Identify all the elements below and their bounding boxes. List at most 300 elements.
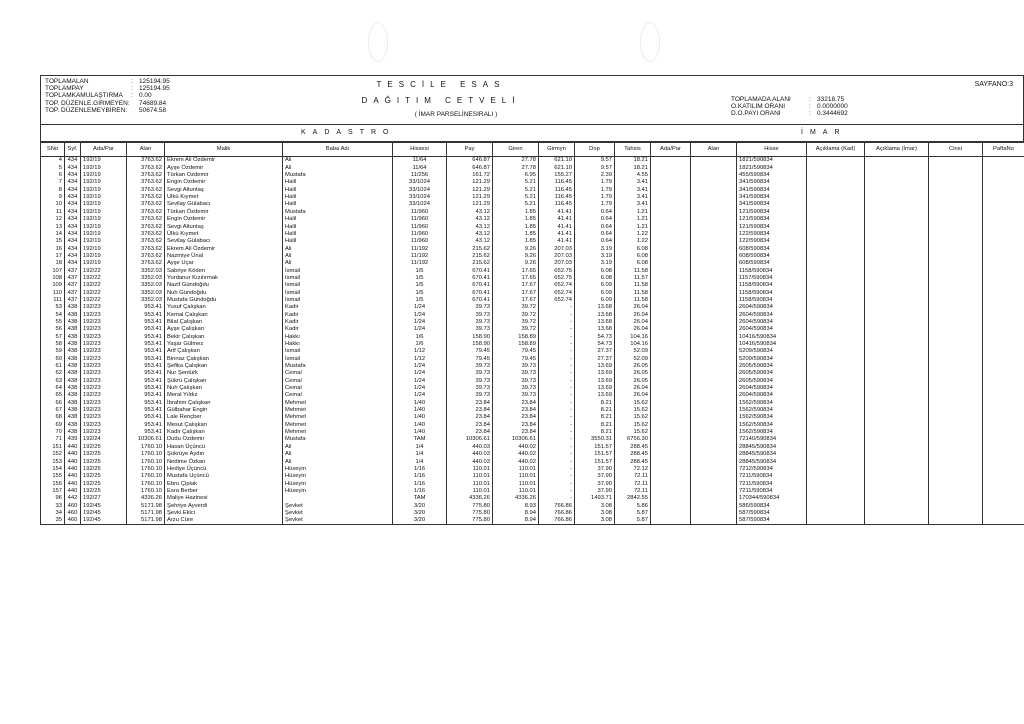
table-cell: 438 xyxy=(65,363,81,370)
table-cell: 440 xyxy=(65,443,81,450)
table-cell xyxy=(807,282,865,289)
table-cell xyxy=(983,443,1024,450)
table-cell xyxy=(651,385,691,392)
table-cell: 670.41 xyxy=(447,267,493,274)
table-cell: 39.73 xyxy=(447,363,493,370)
table-cell xyxy=(691,385,737,392)
table-cell: Ali xyxy=(283,157,393,165)
table-cell: 39.73 xyxy=(493,377,539,384)
table-cell: 192/19 xyxy=(81,216,127,223)
table-cell: 440 xyxy=(65,465,81,472)
table-cell: 72.11 xyxy=(615,473,651,480)
table-cell xyxy=(807,341,865,348)
column-header: Tahsis xyxy=(615,143,651,157)
table-cell: - xyxy=(539,487,575,494)
table-cell: 6.09 xyxy=(575,289,615,296)
table-cell: Cemal xyxy=(283,392,393,399)
table-cell: 1/24 xyxy=(393,326,447,333)
table-cell: 61 xyxy=(41,363,65,370)
table-cell xyxy=(865,172,929,179)
table-cell: 1.79 xyxy=(575,194,615,201)
table-cell: 5171.98 xyxy=(127,502,165,509)
table-cell: 434 xyxy=(65,216,81,223)
table-cell: 121/590834 xyxy=(737,223,807,230)
table-cell: 27.78 xyxy=(493,164,539,171)
table-cell: 11/960 xyxy=(393,216,447,223)
table-cell: 646.87 xyxy=(447,164,493,171)
table-cell xyxy=(983,326,1024,333)
table-cell: 12 xyxy=(41,216,65,223)
table-row xyxy=(41,238,1024,245)
table-cell: 1/40 xyxy=(393,421,447,428)
table-cell: 39.73 xyxy=(447,392,493,399)
table-cell: Kadir xyxy=(283,311,393,318)
table-cell: 104.16 xyxy=(615,341,651,348)
table-cell: - xyxy=(539,370,575,377)
table-cell xyxy=(983,260,1024,267)
table-cell: 13.69 xyxy=(575,385,615,392)
table-cell: 3763.62 xyxy=(127,223,165,230)
table-cell xyxy=(807,421,865,428)
table-cell: TAM xyxy=(393,495,447,502)
table-cell: 192/19 xyxy=(81,179,127,186)
column-header: Dop xyxy=(575,143,615,157)
table-cell: 23.84 xyxy=(447,429,493,436)
table-cell xyxy=(807,443,865,450)
table-cell: 6.09 xyxy=(575,282,615,289)
table-cell: 54 xyxy=(41,311,65,318)
table-cell xyxy=(865,392,929,399)
table-cell xyxy=(691,392,737,399)
table-cell: 13.68 xyxy=(575,319,615,326)
total-label: TOPLAMALAN xyxy=(45,78,89,85)
table-cell: 207.03 xyxy=(539,252,575,259)
table-cell xyxy=(807,252,865,259)
table-cell: - xyxy=(539,341,575,348)
table-cell: 170344/590834 xyxy=(737,495,807,502)
column-header: Cinsi xyxy=(929,143,983,157)
table-cell xyxy=(807,179,865,186)
table-cell: 192/25 xyxy=(81,480,127,487)
table-cell xyxy=(865,451,929,458)
column-header: PaftaNo xyxy=(983,143,1024,157)
table-row xyxy=(41,399,1024,406)
table-cell: 652.74 xyxy=(539,289,575,296)
table-cell: 33/1024 xyxy=(393,201,447,208)
table-cell xyxy=(691,201,737,208)
table-cell: 26.04 xyxy=(615,326,651,333)
table-cell xyxy=(865,311,929,318)
table-cell: 8.21 xyxy=(575,429,615,436)
total-label: TOP. DÜZENLE.GİRMEYEN: xyxy=(45,99,130,107)
table-cell: 438 xyxy=(65,414,81,421)
table-cell: 1/5 xyxy=(393,297,447,304)
table-cell: 953.41 xyxy=(127,370,165,377)
table-row xyxy=(41,245,1024,252)
table-cell xyxy=(691,252,737,259)
table-row xyxy=(41,414,1024,421)
table-cell: - xyxy=(539,385,575,392)
table-cell: 3.19 xyxy=(575,252,615,259)
table-cell xyxy=(691,355,737,362)
table-cell: 15.62 xyxy=(615,429,651,436)
table-cell: 72.11 xyxy=(615,480,651,487)
table-cell xyxy=(651,297,691,304)
table-cell: 110.01 xyxy=(493,487,539,494)
table-cell xyxy=(807,363,865,370)
table-cell: 1/6 xyxy=(393,333,447,340)
table-cell: 6.09 xyxy=(575,297,615,304)
table-cell: 153 xyxy=(41,458,65,465)
table-cell: 4336.26 xyxy=(447,495,493,502)
table-cell: 192/19 xyxy=(81,208,127,215)
table-cell: 1562/590834 xyxy=(737,429,807,436)
table-cell xyxy=(865,458,929,465)
totals-block xyxy=(41,76,259,116)
table-cell xyxy=(983,164,1024,171)
table-row xyxy=(41,458,1024,465)
table-cell: 4.55 xyxy=(615,172,651,179)
table-cell xyxy=(807,164,865,171)
column-header: Hissesi xyxy=(393,143,447,157)
table-cell xyxy=(807,465,865,472)
table-cell: 158.89 xyxy=(493,333,539,340)
table-cell xyxy=(691,230,737,237)
table-cell xyxy=(691,172,737,179)
table-cell: Ebru Çiplak xyxy=(165,480,283,487)
table-cell xyxy=(983,414,1024,421)
table-cell: 26.05 xyxy=(615,363,651,370)
table-cell: 23.84 xyxy=(493,429,539,436)
table-cell: 8.21 xyxy=(575,407,615,414)
table-cell: 192/23 xyxy=(81,326,127,333)
table-row xyxy=(41,186,1024,193)
table-cell: 1.22 xyxy=(615,230,651,237)
table-cell: Mustafa xyxy=(283,172,393,179)
table-cell xyxy=(651,275,691,282)
table-cell xyxy=(929,517,983,525)
table-cell: 440 xyxy=(65,451,81,458)
table-cell: 7211/590834 xyxy=(737,473,807,480)
table-cell xyxy=(651,407,691,414)
table-cell xyxy=(807,510,865,517)
table-cell xyxy=(983,245,1024,252)
table-row xyxy=(41,172,1024,179)
table-cell xyxy=(983,311,1024,318)
table-row xyxy=(41,517,1024,525)
table-cell: 9.26 xyxy=(493,252,539,259)
table-cell: 1.79 xyxy=(575,179,615,186)
table-cell xyxy=(929,230,983,237)
table-cell xyxy=(691,421,737,428)
table-cell: 17.67 xyxy=(493,282,539,289)
table-cell xyxy=(929,326,983,333)
table-cell: 953.41 xyxy=(127,363,165,370)
table-cell xyxy=(651,223,691,230)
table-cell: 192/23 xyxy=(81,429,127,436)
table-cell: 192/23 xyxy=(81,399,127,406)
table-cell: Mustafa Üçüncü xyxy=(165,473,283,480)
table-cell: - xyxy=(539,421,575,428)
table-cell xyxy=(651,451,691,458)
table-cell: 439 xyxy=(65,436,81,443)
table-cell: 3763.62 xyxy=(127,201,165,208)
table-cell xyxy=(929,407,983,414)
table-cell: 39.73 xyxy=(493,385,539,392)
table-cell: 215.62 xyxy=(447,252,493,259)
table-cell xyxy=(929,399,983,406)
table-cell: 116.45 xyxy=(539,186,575,193)
table-cell: 438 xyxy=(65,392,81,399)
table-cell: İbrahim Çalışkan xyxy=(165,399,283,406)
table-cell xyxy=(983,186,1024,193)
table-cell: 3352.03 xyxy=(127,297,165,304)
table-cell: 1.21 xyxy=(615,216,651,223)
table-cell xyxy=(929,319,983,326)
table-cell: 440 xyxy=(65,458,81,465)
table-cell xyxy=(651,194,691,201)
table-cell: 953.41 xyxy=(127,311,165,318)
table-row xyxy=(41,201,1024,208)
table-cell xyxy=(807,289,865,296)
table-cell: Mustafa Gündoğdu xyxy=(165,297,283,304)
table-cell: 586/590834 xyxy=(737,502,807,509)
table-cell xyxy=(983,517,1024,525)
table-cell: 8 xyxy=(41,186,65,193)
table-cell xyxy=(865,216,929,223)
table-cell xyxy=(929,480,983,487)
table-cell xyxy=(865,502,929,509)
table-cell: Dudu Özdemir xyxy=(165,436,283,443)
table-cell: 1760.10 xyxy=(127,473,165,480)
table-cell xyxy=(983,341,1024,348)
table-cell xyxy=(651,164,691,171)
table-cell: Maliye Hazinesi xyxy=(165,495,283,502)
table-cell: 3352.03 xyxy=(127,282,165,289)
table-row xyxy=(41,333,1024,340)
table-cell xyxy=(865,304,929,311)
table-cell xyxy=(691,238,737,245)
ratio-value: 0.0000000 xyxy=(817,103,848,111)
table-cell: 434 xyxy=(65,172,81,179)
total-line xyxy=(45,92,255,99)
table-cell: Mehmet xyxy=(283,399,393,406)
table-cell: 11/960 xyxy=(393,230,447,237)
table-cell: 5209/590834 xyxy=(737,355,807,362)
table-cell: 11.57 xyxy=(615,275,651,282)
table-cell: 288.45 xyxy=(615,451,651,458)
table-cell: 192/23 xyxy=(81,392,127,399)
table-cell xyxy=(651,267,691,274)
table-cell: 6.08 xyxy=(615,252,651,259)
table-cell: 68 xyxy=(41,414,65,421)
table-cell: 11/64 xyxy=(393,164,447,171)
table-cell xyxy=(807,216,865,223)
table-row xyxy=(41,230,1024,237)
table-cell: Halil xyxy=(283,230,393,237)
table-cell xyxy=(691,473,737,480)
table-cell: 0.64 xyxy=(575,223,615,230)
table-cell xyxy=(983,495,1024,502)
table-cell: 460 xyxy=(65,517,81,525)
table-cell: 192/23 xyxy=(81,385,127,392)
table-cell: 434 xyxy=(65,252,81,259)
table-cell: 18.21 xyxy=(615,164,651,171)
table-cell: 1/5 xyxy=(393,282,447,289)
table-cell xyxy=(691,275,737,282)
table-cell: 438 xyxy=(65,407,81,414)
table-cell: 953.41 xyxy=(127,304,165,311)
table-cell xyxy=(691,451,737,458)
table-cell xyxy=(691,311,737,318)
table-cell: 1.85 xyxy=(493,230,539,237)
table-cell: 15.62 xyxy=(615,407,651,414)
table-cell: 1.85 xyxy=(493,223,539,230)
table-cell: 438 xyxy=(65,326,81,333)
table-cell: 0.64 xyxy=(575,216,615,223)
table-cell: 60 xyxy=(41,355,65,362)
table-cell xyxy=(865,238,929,245)
table-cell: Şefika Çalışkan xyxy=(165,363,283,370)
table-cell: 3550.31 xyxy=(575,436,615,443)
table-cell: 54.73 xyxy=(575,341,615,348)
table-cell: Ali xyxy=(283,443,393,450)
table-cell xyxy=(651,399,691,406)
table-cell: 5171.98 xyxy=(127,517,165,525)
table-cell xyxy=(651,414,691,421)
table-cell: 6.08 xyxy=(615,245,651,252)
table-cell xyxy=(691,443,737,450)
table-cell xyxy=(651,252,691,259)
table-cell: 121/590834 xyxy=(737,208,807,215)
column-header: Pay xyxy=(447,143,493,157)
table-cell xyxy=(983,267,1024,274)
table-cell: 434 xyxy=(65,230,81,237)
table-cell: 116.45 xyxy=(539,179,575,186)
table-cell: 1760.10 xyxy=(127,465,165,472)
total-sep: : xyxy=(131,92,133,100)
section-imar: İMAR xyxy=(801,129,847,136)
table-cell: 1.85 xyxy=(493,238,539,245)
table-cell xyxy=(807,517,865,525)
table-cell: 3763.62 xyxy=(127,164,165,171)
report-subtitle: ( İMAR PARSELİNESIRALI ) xyxy=(414,111,498,118)
table-cell xyxy=(651,458,691,465)
table-cell xyxy=(929,495,983,502)
table-cell: 192/22 xyxy=(81,275,127,282)
table-cell xyxy=(651,355,691,362)
table-cell: 608/590834 xyxy=(737,260,807,267)
table-cell: 440 xyxy=(65,480,81,487)
table-cell: 1/16 xyxy=(393,487,447,494)
table-cell xyxy=(929,341,983,348)
table-cell: 3763.62 xyxy=(127,216,165,223)
table-cell xyxy=(807,451,865,458)
table-cell: 1/12 xyxy=(393,348,447,355)
table-cell: 438 xyxy=(65,311,81,318)
table-cell: 7211/590834 xyxy=(737,487,807,494)
table-cell: 1/5 xyxy=(393,275,447,282)
table-cell: 23.84 xyxy=(447,407,493,414)
table-cell: 13.69 xyxy=(575,370,615,377)
ratio-label: D.O.PAYI ORANI xyxy=(731,110,781,118)
table-row xyxy=(41,370,1024,377)
table-cell: - xyxy=(539,333,575,340)
table-row xyxy=(41,208,1024,215)
table-cell xyxy=(983,282,1024,289)
table-cell: 11/960 xyxy=(393,238,447,245)
table-cell: 670.41 xyxy=(447,275,493,282)
total-sep: : xyxy=(131,78,133,85)
table-cell: 26.05 xyxy=(615,370,651,377)
table-cell xyxy=(983,407,1024,414)
table-cell xyxy=(807,480,865,487)
total-sep xyxy=(131,100,139,107)
table-cell: 8.21 xyxy=(575,421,615,428)
table-cell xyxy=(691,164,737,171)
table-cell xyxy=(929,385,983,392)
total-value: 125194.95 xyxy=(139,78,170,85)
table-cell: 192/19 xyxy=(81,164,127,171)
table-cell: Ayşe Çalışkan xyxy=(165,326,283,333)
table-cell xyxy=(807,436,865,443)
table-cell xyxy=(865,443,929,450)
table-cell: 440.02 xyxy=(493,443,539,450)
table-cell xyxy=(865,252,929,259)
table-cell: 652.74 xyxy=(539,297,575,304)
table-cell xyxy=(929,421,983,428)
table-cell: 33/1024 xyxy=(393,186,447,193)
table-cell xyxy=(929,194,983,201)
table-cell: 652.75 xyxy=(539,275,575,282)
table-cell: 192/45 xyxy=(81,517,127,525)
table-cell xyxy=(983,363,1024,370)
table-cell: 2605/590834 xyxy=(737,363,807,370)
table-cell xyxy=(865,363,929,370)
table-cell: 43.12 xyxy=(447,216,493,223)
table-cell: 43.12 xyxy=(447,238,493,245)
table-cell: Türkan Özdemir xyxy=(165,172,283,179)
table-cell: 14 xyxy=(41,230,65,237)
table-cell: - xyxy=(539,399,575,406)
table-cell xyxy=(929,487,983,494)
table-cell: 192/23 xyxy=(81,370,127,377)
table-row xyxy=(41,480,1024,487)
table-cell: 34 xyxy=(41,510,65,517)
table-cell: 192/23 xyxy=(81,363,127,370)
table-cell: - xyxy=(539,348,575,355)
table-cell: 6756.30 xyxy=(615,436,651,443)
table-cell: 455/590834 xyxy=(737,172,807,179)
table-cell: 5171.98 xyxy=(127,510,165,517)
table-cell: 1/40 xyxy=(393,407,447,414)
table-cell: 110.01 xyxy=(447,473,493,480)
table-cell: 438 xyxy=(65,429,81,436)
table-cell: 192/22 xyxy=(81,267,127,274)
table-cell xyxy=(983,510,1024,517)
table-cell: 70 xyxy=(41,429,65,436)
table-cell: 10416/590834 xyxy=(737,341,807,348)
table-cell: 69 xyxy=(41,421,65,428)
table-cell: 766.86 xyxy=(539,510,575,517)
table-cell: 41.41 xyxy=(539,238,575,245)
table-cell: 437 xyxy=(65,289,81,296)
table-cell xyxy=(865,414,929,421)
table-cell: 17.65 xyxy=(493,267,539,274)
table-cell: Hüseyin xyxy=(283,465,393,472)
table-cell: - xyxy=(539,495,575,502)
table-cell: 57 xyxy=(41,333,65,340)
